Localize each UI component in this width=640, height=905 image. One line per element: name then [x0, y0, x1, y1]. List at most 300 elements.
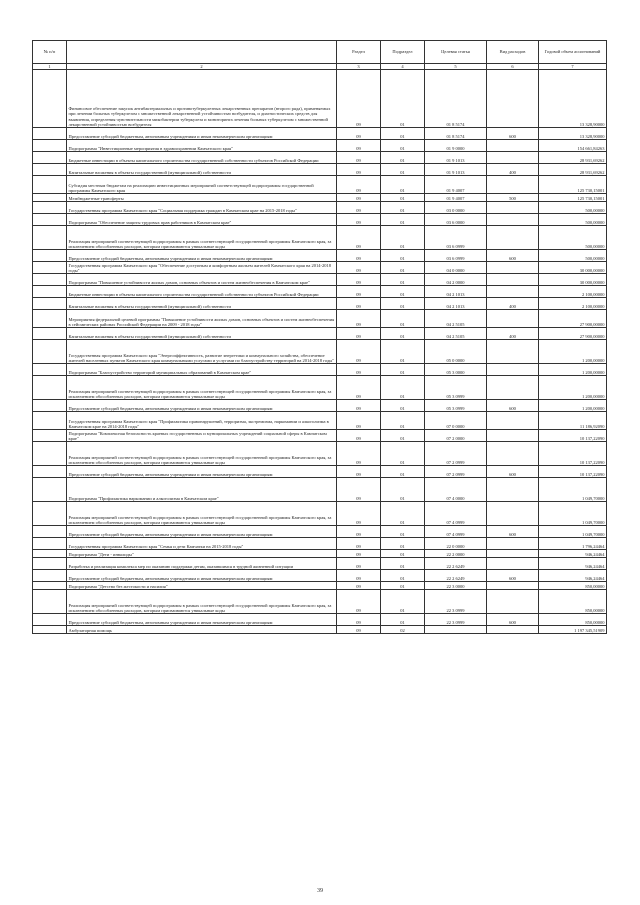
- row-name: Подпрограмма "Благоустройство территорий муниципальных образований в Камчатском крае": [67, 364, 337, 376]
- row-name: Подпрограмма "Профилактика наркомании и алкоголизма в Камчатском крае": [67, 478, 337, 502]
- page-number: 39: [317, 888, 323, 894]
- row-num: [33, 626, 67, 634]
- row-podrazdel: 01: [381, 176, 425, 194]
- row-num: [33, 286, 67, 298]
- row-amount: 1 200,00000: [539, 400, 607, 412]
- table-row: [33, 430, 607, 442]
- row-amount: 1 049,70000: [539, 502, 607, 526]
- row-num: [33, 538, 67, 550]
- column-number: 6: [487, 64, 539, 70]
- row-razdel: 09: [337, 176, 381, 194]
- row-name: Предоставление субсидий бюджетным, автономным учреждениям и иным некоммерческим организациям: [67, 614, 337, 626]
- table-row: [33, 250, 607, 262]
- table-row: [33, 400, 607, 412]
- row-expense-type: 600: [487, 400, 539, 412]
- row-expense-type: [487, 478, 539, 502]
- row-podrazdel: 01: [381, 614, 425, 626]
- row-target-article: 07 0 0000: [425, 412, 487, 430]
- table-row: [33, 226, 607, 250]
- row-podrazdel: 01: [381, 226, 425, 250]
- header-podrazdel: Подраздел: [381, 41, 425, 64]
- row-num: [33, 262, 67, 274]
- row-razdel: 09: [337, 614, 381, 626]
- row-amount: 500,00000: [539, 250, 607, 262]
- row-podrazdel: 01: [381, 152, 425, 164]
- row-name: Подпрограмма "Повышение устойчивости жилых домов, основных объектов и систем жизнеобеспечения в Камчатском крае": [67, 274, 337, 286]
- row-razdel: 09: [337, 70, 381, 128]
- row-expense-type: [487, 364, 539, 376]
- row-razdel: 09: [337, 570, 381, 582]
- row-podrazdel: 01: [381, 430, 425, 442]
- row-podrazdel: 01: [381, 202, 425, 214]
- row-num: [33, 298, 67, 310]
- row-expense-type: 600: [487, 614, 539, 626]
- row-razdel: 09: [337, 194, 381, 202]
- row-amount: 11 186,92090: [539, 412, 607, 430]
- row-amount: 500,00000: [539, 202, 607, 214]
- column-number: 7: [539, 64, 607, 70]
- row-razdel: 09: [337, 250, 381, 262]
- row-expense-type: [487, 152, 539, 164]
- row-expense-type: [487, 442, 539, 466]
- row-razdel: 09: [337, 328, 381, 340]
- row-name: Государственная программа Камчатского края "Семья и дети Камчатки на 2015-2018 годы": [67, 538, 337, 550]
- row-razdel: 09: [337, 274, 381, 286]
- budget-table: [32, 40, 607, 634]
- row-podrazdel: 01: [381, 558, 425, 570]
- column-number: 2: [67, 64, 337, 70]
- table-row: [33, 626, 607, 634]
- row-name: Реализация мероприятий соответствующей подпрограммы в рамках соответствующей государственной программы Камчатского края, за исключением обособленных расходов, которым присваиваются уникальные коды: [67, 502, 337, 526]
- row-razdel: 09: [337, 262, 381, 274]
- row-razdel: 09: [337, 430, 381, 442]
- row-name: Государственная программа Камчатского края "Социальная поддержка граждан в Камчатском крае на 2015-2018 годы": [67, 202, 337, 214]
- row-num: [33, 590, 67, 614]
- row-expense-type: [487, 538, 539, 550]
- row-podrazdel: 01: [381, 442, 425, 466]
- row-target-article: 01 8 5174: [425, 70, 487, 128]
- row-num: [33, 570, 67, 582]
- row-target-article: 05 3 0000: [425, 364, 487, 376]
- row-amount: 28 931,69262: [539, 164, 607, 176]
- row-podrazdel: 01: [381, 250, 425, 262]
- header-target-article: Целевая статья: [425, 41, 487, 64]
- row-amount: 1 200,00000: [539, 340, 607, 364]
- row-amount: 1 200,00000: [539, 376, 607, 400]
- table-body: [33, 70, 607, 634]
- row-amount: 850,00000: [539, 614, 607, 626]
- row-num: [33, 502, 67, 526]
- row-amount: 850,00000: [539, 590, 607, 614]
- row-razdel: 09: [337, 298, 381, 310]
- row-name: Капитальные вложения в объекты государственной (муниципальной) собственности: [67, 164, 337, 176]
- row-num: [33, 376, 67, 400]
- row-podrazdel: 02: [381, 626, 425, 634]
- row-num: [33, 526, 67, 538]
- row-expense-type: 600: [487, 466, 539, 478]
- row-expense-type: 600: [487, 526, 539, 538]
- row-amount: 1 796,24464: [539, 538, 607, 550]
- table-row: [33, 590, 607, 614]
- table-row: [33, 310, 607, 328]
- row-podrazdel: 01: [381, 590, 425, 614]
- row-amount: 850,00000: [539, 582, 607, 590]
- row-expense-type: [487, 340, 539, 364]
- row-razdel: 09: [337, 502, 381, 526]
- row-podrazdel: 01: [381, 502, 425, 526]
- row-podrazdel: 01: [381, 570, 425, 582]
- row-expense-type: [487, 226, 539, 250]
- row-expense-type: [487, 310, 539, 328]
- row-expense-type: 600: [487, 570, 539, 582]
- table-row: [33, 442, 607, 466]
- row-target-article: 07 2 0999: [425, 466, 487, 478]
- row-podrazdel: 01: [381, 70, 425, 128]
- row-name: Капитальные вложения в объекты государственной (муниципальной) собственности: [67, 328, 337, 340]
- row-razdel: 09: [337, 226, 381, 250]
- row-num: [33, 274, 67, 286]
- row-name: Бюджетные инвестиции в объекты капитального строительства государственной собственности субъектов Российской Федерации: [67, 286, 337, 298]
- row-name: Подпрограмма "Комплексная безопасность краевых государственных и муниципальных учреждений социальной сферы в Камчатском крае": [67, 430, 337, 442]
- row-razdel: 09: [337, 164, 381, 176]
- row-name: Подпрограмма "Детство без жестокости и насилия": [67, 582, 337, 590]
- row-target-article: 22 0 0000: [425, 538, 487, 550]
- row-expense-type: [487, 590, 539, 614]
- row-amount: 125 730,15001: [539, 194, 607, 202]
- row-expense-type: [487, 626, 539, 634]
- row-expense-type: [487, 550, 539, 558]
- row-num: [33, 442, 67, 466]
- row-num: [33, 614, 67, 626]
- row-podrazdel: 01: [381, 128, 425, 140]
- row-num: [33, 70, 67, 128]
- row-razdel: 09: [337, 364, 381, 376]
- table-row: [33, 412, 607, 430]
- row-target-article: 07 4 0999: [425, 502, 487, 526]
- table-row: [33, 202, 607, 214]
- row-target-article: 07 2 0999: [425, 442, 487, 466]
- table-row: [33, 152, 607, 164]
- row-num: [33, 550, 67, 558]
- row-target-article: 01 8 5174: [425, 128, 487, 140]
- table-row: [33, 502, 607, 526]
- row-num: [33, 176, 67, 194]
- row-amount: 28 931,69262: [539, 152, 607, 164]
- column-number: 3: [337, 64, 381, 70]
- row-target-article: 01 9 4007: [425, 194, 487, 202]
- table-row: [33, 286, 607, 298]
- row-name: Реализация мероприятий соответствующей подпрограммы в рамках соответствующей государственной программы Камчатского края, за исключением обособленных расходов, которым присваиваются уникальные коды: [67, 590, 337, 614]
- table-row: [33, 614, 607, 626]
- column-number: 4: [381, 64, 425, 70]
- row-expense-type: [487, 262, 539, 274]
- row-amount: 2 100,00000: [539, 298, 607, 310]
- table-row: [33, 128, 607, 140]
- row-name: Подпрограмма "Обеспечение защиты трудовых прав работников в Камчатском крае": [67, 214, 337, 226]
- row-target-article: 03 6 0999: [425, 226, 487, 250]
- row-expense-type: [487, 286, 539, 298]
- row-num: [33, 478, 67, 502]
- row-expense-type: [487, 582, 539, 590]
- row-amount: 13 328,90000: [539, 128, 607, 140]
- row-podrazdel: 01: [381, 194, 425, 202]
- column-number: 5: [425, 64, 487, 70]
- row-amount: 500,00000: [539, 226, 607, 250]
- row-name: Межбюджетные трансферты: [67, 194, 337, 202]
- header-num: № п/п: [33, 41, 67, 64]
- table-row: [33, 274, 607, 286]
- row-expense-type: [487, 214, 539, 226]
- row-num: [33, 226, 67, 250]
- row-target-article: 22 2 6249: [425, 570, 487, 582]
- row-num: [33, 364, 67, 376]
- row-razdel: 09: [337, 202, 381, 214]
- row-name: Предоставление субсидий бюджетным, автономным учреждениям и иным некоммерческим организациям: [67, 400, 337, 412]
- row-name: Разработка и реализация комплекса мер по оказанию поддержки детям, оказавшимся в трудной жизненной ситуации: [67, 558, 337, 570]
- table-row: [33, 298, 607, 310]
- row-target-article: 22 3 0999: [425, 590, 487, 614]
- row-name: Капитальные вложения в объекты государственной (муниципальной) собственности: [67, 298, 337, 310]
- row-razdel: 09: [337, 526, 381, 538]
- row-amount: 946,24464: [539, 550, 607, 558]
- row-expense-type: [487, 558, 539, 570]
- row-podrazdel: 01: [381, 328, 425, 340]
- table-row: [33, 340, 607, 364]
- row-target-article: 22 3 0000: [425, 582, 487, 590]
- row-razdel: 09: [337, 538, 381, 550]
- row-name: Предоставление субсидий бюджетным, автономным учреждениям и иным некоммерческим организациям: [67, 250, 337, 262]
- row-razdel: 09: [337, 442, 381, 466]
- row-razdel: 09: [337, 478, 381, 502]
- row-amount: 1 049,70000: [539, 526, 607, 538]
- row-num: [33, 214, 67, 226]
- row-num: [33, 340, 67, 364]
- row-expense-type: [487, 502, 539, 526]
- row-target-article: 05 3 0999: [425, 400, 487, 412]
- row-razdel: 09: [337, 590, 381, 614]
- row-num: [33, 128, 67, 140]
- row-num: [33, 558, 67, 570]
- row-razdel: 09: [337, 310, 381, 328]
- row-razdel: 09: [337, 558, 381, 570]
- row-name: Реализация мероприятий соответствующей подпрограммы в рамках соответствующей государственной программы Камчатского края, за исключением обособленных расходов, которым присваиваются уникальные коды: [67, 442, 337, 466]
- row-expense-type: 400: [487, 328, 539, 340]
- row-name: Государственная программа Камчатского края "Обеспечение доступным и комфортным жильем жителей Камчатского края на 2014-2018 годы": [67, 262, 337, 274]
- table-row: [33, 70, 607, 128]
- row-target-article: 22 2 6249: [425, 558, 487, 570]
- row-target-article: 01 9 1013: [425, 152, 487, 164]
- row-expense-type: [487, 140, 539, 152]
- table-row: [33, 140, 607, 152]
- row-razdel: 09: [337, 376, 381, 400]
- row-name: Подпрограмма "Дети - инвалиды": [67, 550, 337, 558]
- row-amount: 10 137,22090: [539, 466, 607, 478]
- row-podrazdel: 01: [381, 412, 425, 430]
- row-razdel: 09: [337, 128, 381, 140]
- row-razdel: 09: [337, 286, 381, 298]
- row-expense-type: [487, 274, 539, 286]
- row-podrazdel: 01: [381, 274, 425, 286]
- row-target-article: 04 2 5105: [425, 328, 487, 340]
- table-row: [33, 376, 607, 400]
- table-row: [33, 478, 607, 502]
- row-target-article: [425, 626, 487, 634]
- row-amount: 125 730,15001: [539, 176, 607, 194]
- row-podrazdel: 01: [381, 466, 425, 478]
- header-name: [67, 41, 337, 64]
- row-razdel: 09: [337, 550, 381, 558]
- table-row: [33, 538, 607, 550]
- row-name: Мероприятия федеральной целевой программы "Повышение устойчивости жилых домов, основных объектов и систем жизнеобеспечения в сейсмических районах Российской Федерации на 2009 - 2018 годы": [67, 310, 337, 328]
- table-row: [33, 570, 607, 582]
- row-target-article: 05 3 0999: [425, 376, 487, 400]
- row-expense-type: 400: [487, 298, 539, 310]
- row-expense-type: 600: [487, 128, 539, 140]
- row-target-article: 03 6 0000: [425, 214, 487, 226]
- row-num: [33, 202, 67, 214]
- row-name: Реализация мероприятий соответствующей подпрограммы в рамках соответствующей государственной программы Камчатского края, за исключением обособленных расходов, которым присваиваются уникальные коды: [67, 376, 337, 400]
- table-row: [33, 558, 607, 570]
- row-amount: 10 137,22090: [539, 442, 607, 466]
- row-num: [33, 250, 67, 262]
- row-name: Предоставление субсидий бюджетным, автономным учреждениям и иным некоммерческим организациям: [67, 526, 337, 538]
- row-name: Амбулаторная помощь: [67, 626, 337, 634]
- row-num: [33, 328, 67, 340]
- row-target-article: 07 4 0000: [425, 478, 487, 502]
- row-amount: 10 137,22090: [539, 430, 607, 442]
- column-number: 1: [33, 64, 67, 70]
- row-target-article: 01 9 1013: [425, 164, 487, 176]
- row-target-article: 01 9 4007: [425, 176, 487, 194]
- row-target-article: 04 2 0000: [425, 274, 487, 286]
- row-amount: 30 000,00000: [539, 274, 607, 286]
- row-podrazdel: 01: [381, 286, 425, 298]
- table-row: [33, 328, 607, 340]
- table-row: [33, 582, 607, 590]
- row-amount: 27 900,00000: [539, 310, 607, 328]
- row-name: Предоставление субсидий бюджетным, автономным учреждениям и иным некоммерческим организациям: [67, 570, 337, 582]
- row-target-article: 07 4 0999: [425, 526, 487, 538]
- row-target-article: 04 0 0000: [425, 262, 487, 274]
- table-row: [33, 526, 607, 538]
- row-target-article: 01 9 0000: [425, 140, 487, 152]
- row-amount: 1 197 345,51909: [539, 626, 607, 634]
- table-row: [33, 214, 607, 226]
- row-amount: 30 000,00000: [539, 262, 607, 274]
- row-podrazdel: 01: [381, 526, 425, 538]
- row-podrazdel: 01: [381, 214, 425, 226]
- row-podrazdel: 01: [381, 478, 425, 502]
- row-expense-type: [487, 412, 539, 430]
- table-row: [33, 466, 607, 478]
- row-name: Предоставление субсидий бюджетным, автономным учреждениям и иным некоммерческим организациям: [67, 466, 337, 478]
- row-amount: 1 049,70000: [539, 478, 607, 502]
- row-num: [33, 140, 67, 152]
- row-expense-type: 600: [487, 250, 539, 262]
- row-razdel: 09: [337, 214, 381, 226]
- row-expense-type: [487, 202, 539, 214]
- row-podrazdel: 01: [381, 310, 425, 328]
- row-num: [33, 152, 67, 164]
- row-target-article: 07 2 0000: [425, 430, 487, 442]
- row-podrazdel: 01: [381, 340, 425, 364]
- row-razdel: 09: [337, 152, 381, 164]
- table-row: [33, 262, 607, 274]
- header-row: [33, 41, 607, 64]
- row-num: [33, 466, 67, 478]
- table-row: [33, 364, 607, 376]
- row-target-article: 22 2 0000: [425, 550, 487, 558]
- row-amount: 1 200,00000: [539, 364, 607, 376]
- row-num: [33, 164, 67, 176]
- row-target-article: 04 2 5105: [425, 310, 487, 328]
- row-num: [33, 310, 67, 328]
- header-razdel: Раздел: [337, 41, 381, 64]
- row-razdel: 09: [337, 140, 381, 152]
- row-podrazdel: 01: [381, 582, 425, 590]
- row-amount: 946,24464: [539, 570, 607, 582]
- row-amount: 946,24464: [539, 558, 607, 570]
- row-num: [33, 400, 67, 412]
- row-target-article: 22 3 0999: [425, 614, 487, 626]
- header-annual-amount: Годовой объем ассигнований: [539, 41, 607, 64]
- row-name: Субсидия местным бюджетам на реализацию инвестиционных мероприятий соответствующей подпрограммы государственной программы Камчатского края: [67, 176, 337, 194]
- table-row: [33, 550, 607, 558]
- row-name: Государственная программа Камчатского края "Профилактика правонарушений, терроризма, экстремизма, наркомании и алкоголизма в Камчатском крае на 2014-2018 годы": [67, 412, 337, 430]
- row-razdel: 09: [337, 340, 381, 364]
- row-podrazdel: 01: [381, 376, 425, 400]
- table-row: [33, 194, 607, 202]
- row-expense-type: [487, 430, 539, 442]
- row-podrazdel: 01: [381, 550, 425, 558]
- table-row: [33, 164, 607, 176]
- row-amount: 154 661,84263: [539, 140, 607, 152]
- row-razdel: 09: [337, 582, 381, 590]
- row-amount: 27 900,00000: [539, 328, 607, 340]
- row-amount: 2 100,00000: [539, 286, 607, 298]
- row-name: Финансовое обеспечение закупок антибактериальных и противотуберкулезных лекарственных препаратов (второго ряда), применяемых при лечении больных туберкулезом с множественной лекарственной устойчивостью возбудителя, и диагностических средств для выявления, определения чувствительности микобактерии туберкулеза и мониторинга лечения больных туберкулезом с множественной лекарственной устойчивостью возбудителя: [67, 70, 337, 128]
- row-expense-type: 500: [487, 194, 539, 202]
- row-expense-type: [487, 376, 539, 400]
- row-target-article: 05 0 0000: [425, 340, 487, 364]
- row-amount: 13 328,90000: [539, 70, 607, 128]
- row-name: Подпрограмма "Инвестиционные мероприятия в здравоохранении Камчатского края": [67, 140, 337, 152]
- row-name: Государственная программа Камчатского края "Энергоэффективность, развитие энергетики и коммунального хозяйства, обеспечение жителей населенных пунктов Камчатского края коммунальными услугами и услугами по благоустройству территорий на 2014-2018 годы": [67, 340, 337, 364]
- row-razdel: 09: [337, 412, 381, 430]
- row-razdel: 09: [337, 400, 381, 412]
- row-podrazdel: 01: [381, 262, 425, 274]
- row-target-article: 03 0 0000: [425, 202, 487, 214]
- row-target-article: 04 2 1013: [425, 298, 487, 310]
- row-num: [33, 412, 67, 430]
- header-expense-type: Вид расходов: [487, 41, 539, 64]
- row-expense-type: [487, 176, 539, 194]
- row-podrazdel: 01: [381, 164, 425, 176]
- row-razdel: 09: [337, 466, 381, 478]
- table-row: [33, 176, 607, 194]
- row-name: Реализация мероприятий соответствующей подпрограммы в рамках соответствующей государственной программы Камчатского края, за исключением обособленных расходов, которым присваиваются уникальные коды: [67, 226, 337, 250]
- row-podrazdel: 01: [381, 298, 425, 310]
- row-name: Предоставление субсидий бюджетным, автономным учреждениям и иным некоммерческим организациям: [67, 128, 337, 140]
- row-expense-type: 400: [487, 164, 539, 176]
- row-num: [33, 194, 67, 202]
- row-podrazdel: 01: [381, 140, 425, 152]
- row-razdel: 09: [337, 626, 381, 634]
- row-target-article: 03 6 0999: [425, 250, 487, 262]
- row-target-article: 04 2 1013: [425, 286, 487, 298]
- row-expense-type: [487, 70, 539, 128]
- row-amount: 500,00000: [539, 214, 607, 226]
